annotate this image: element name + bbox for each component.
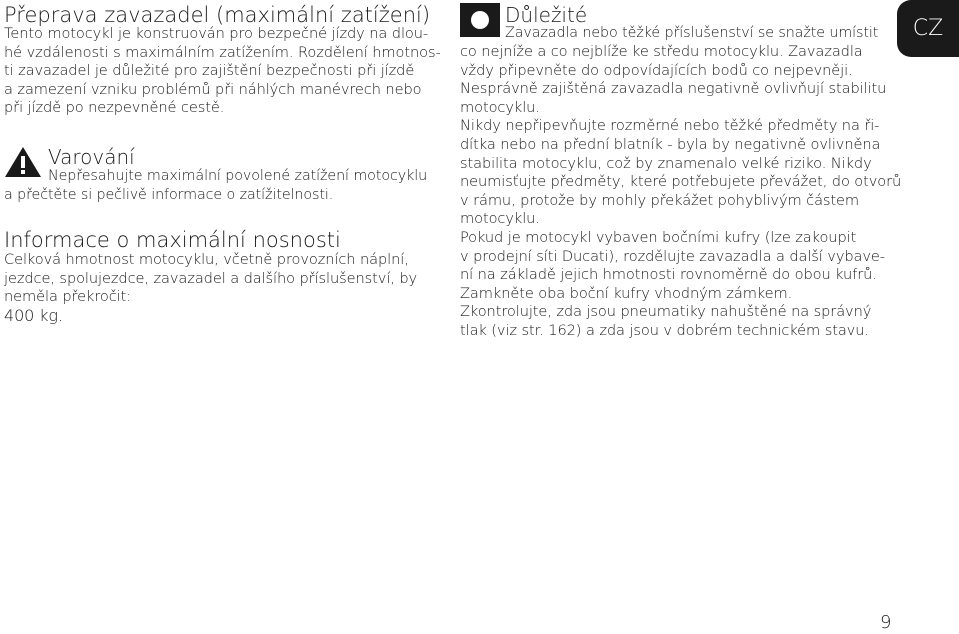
warning-line: a přečtěte si pečlivě informace o zatížitelnosti. xyxy=(4,187,334,203)
paragraph-line: Nesprávně zajištěná zavazadla negativně ovlivňují stabilitu xyxy=(460,80,887,98)
important-title: Důležité xyxy=(505,3,588,27)
paragraph-line: jezdce, spolujezdce, zavazadel a dalšího příslušenství, by xyxy=(4,269,418,287)
paragraph-line: Zamkněte oba boční kufry vhodným zámkem. xyxy=(460,284,793,302)
paragraph-line: Tento motocykl je konstruován pro bezpečné jízdy na dlou- xyxy=(4,25,429,42)
paragraph-line: a zamezení vzniku problémů při náhlých manévrech nebo xyxy=(4,80,422,98)
paragraph-line: Nikdy nepřipevňujte rozměrné nebo těžké předměty na ři- xyxy=(460,117,880,135)
transport-paragraph xyxy=(4,25,441,118)
paragraph-line: ní na základě jejich hmotnosti rovnoměrně do obou kufrů. xyxy=(460,266,877,284)
important-line: Zavazadla nebo těžké příslušenství se snažte umístit xyxy=(505,25,879,41)
page-number: 9 xyxy=(880,612,892,633)
paragraph-line: dítka nebo na přední blatník - byla by negativně ovlivněna xyxy=(460,135,881,153)
warning-title: Varování xyxy=(48,145,135,169)
paragraph-line: motocyklu. xyxy=(460,98,540,116)
important-paragraph xyxy=(460,43,901,341)
paragraph-line: v prodejní síti Ducati), rozdělujte zavazadla a další vybave- xyxy=(460,247,885,265)
paragraph-line: Pokud je motocykl vybaven bočními kufry (lze zakoupit xyxy=(460,228,857,246)
paragraph-line: ti zavazadel je důležité pro zajištění bezpečnosti při jízdě xyxy=(4,62,415,80)
paragraph-line: neumisťujte předměty, které potřebujete převážet, do otvorů xyxy=(460,173,902,191)
capacity-title: Informace o maximální nosnosti xyxy=(4,228,341,252)
paragraph-line: Zkontrolujte, zda jsou pneumatiky nahuštěné na správný xyxy=(460,303,872,321)
paragraph-line: neměla překročit: xyxy=(4,288,132,306)
paragraph-line: vždy připevněte do odpovídajících bodů co nejpevněji. xyxy=(460,61,853,79)
paragraph-line: 400 kg. xyxy=(4,305,63,325)
paragraph-line: motocyklu. xyxy=(460,210,540,228)
warning-line: Nepřesahujte maximální povolené zatížení motocyklu xyxy=(48,168,428,184)
paragraph-line: v rámu, protože by mohly překážet pohyblivým částem xyxy=(460,191,860,209)
paragraph-line: při jízdě po nezpevněné cestě. xyxy=(4,99,225,117)
transport-title: Přeprava zavazadel (maximální zatížení) xyxy=(4,3,431,27)
paragraph-line: Celková hmotnost motocyklu, včetně provozních náplní, xyxy=(4,251,409,268)
important-circle-icon xyxy=(460,3,500,37)
paragraph-line: stabilita motocyklu, což by znamenalo velké riziko. Nikdy xyxy=(460,154,872,172)
capacity-paragraph xyxy=(4,251,417,325)
language-badge: CZ xyxy=(897,0,959,57)
warning-triangle-icon xyxy=(4,146,42,178)
paragraph-line: hé vzdálenosti s maximálním zatížením. Rozdělení hmotnos- xyxy=(4,43,441,61)
paragraph-line: tlak (viz str. 162) a zda jsou v dobrém technickém stavu. xyxy=(460,321,869,339)
paragraph-line: co nejníže a co nejblíže ke středu motocyklu. Zavazadla xyxy=(460,43,863,60)
